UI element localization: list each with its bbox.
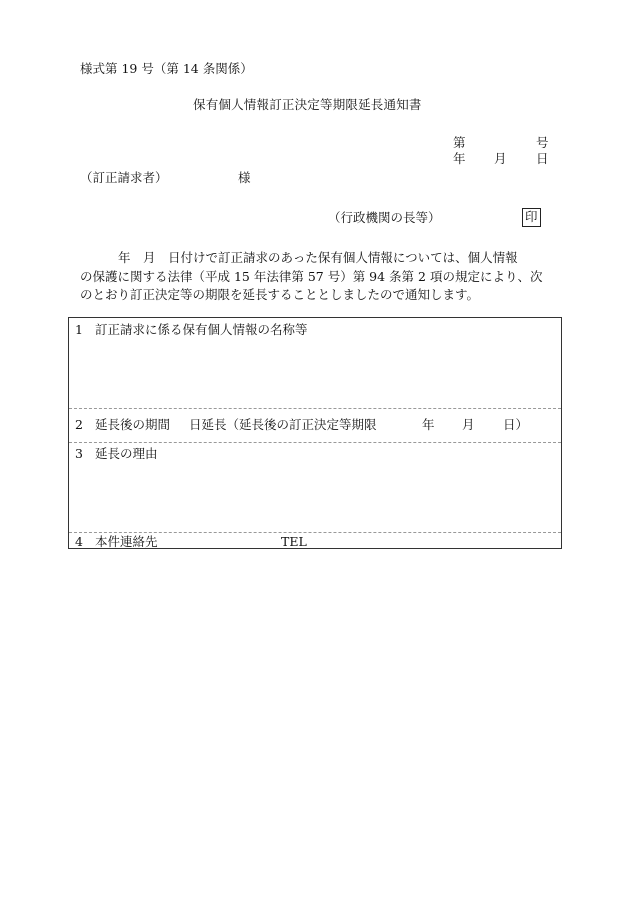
date-month-label: 月 bbox=[494, 151, 507, 166]
notice-body-text: 年 月 日付けで訂正請求のあった保有個人情報については、個人情報 の保護に関する法律（平成 15 年法律第 57 号）第 94 条第 2 項の規定により、次 のとおり訂正決定等の期限を延長することとしましたので通知します。 bbox=[80, 250, 543, 302]
table-row-reason bbox=[69, 442, 561, 532]
recipient-honorific: 様 bbox=[238, 170, 251, 185]
table-row-name bbox=[69, 318, 561, 408]
row-label-info-name: 訂正請求に係る保有個人情報の名称等 bbox=[95, 322, 308, 337]
date-year-label: 年 bbox=[453, 151, 466, 166]
row-label-contact: 本件連絡先 bbox=[95, 534, 158, 549]
form-table bbox=[68, 317, 562, 549]
sender-label: （行政機関の長等） bbox=[328, 210, 441, 225]
form-number-label: 様式第 19 号（第 14 条関係） bbox=[80, 61, 253, 76]
extension-days-text: 日延長（延長後の訂正決定等期限 bbox=[189, 417, 377, 432]
document-title: 保有個人情報訂正決定等期限延長通知書 bbox=[193, 97, 422, 112]
recipient-label: （訂正請求者） bbox=[80, 170, 168, 185]
row-number: 3 bbox=[75, 446, 83, 461]
extension-year-label: 年 bbox=[422, 417, 435, 432]
row-label-reason: 延長の理由 bbox=[95, 446, 158, 461]
extension-day-label: 日） bbox=[503, 417, 529, 432]
date-day-label: 日 bbox=[536, 151, 549, 166]
row-label-extension-period: 延長後の期間 bbox=[95, 417, 171, 432]
seal-box: 印 bbox=[522, 208, 541, 227]
document-number-prefix: 第 bbox=[453, 135, 466, 150]
row-number: 1 bbox=[75, 322, 83, 337]
table-row-contact bbox=[69, 532, 561, 549]
contact-tel-label: TEL bbox=[281, 534, 307, 549]
document-number-suffix: 号 bbox=[536, 135, 549, 150]
row-number: 4 bbox=[75, 534, 83, 549]
row-number: 2 bbox=[75, 417, 83, 432]
extension-month-label: 月 bbox=[462, 417, 475, 432]
table-row-extension-period bbox=[69, 408, 561, 442]
